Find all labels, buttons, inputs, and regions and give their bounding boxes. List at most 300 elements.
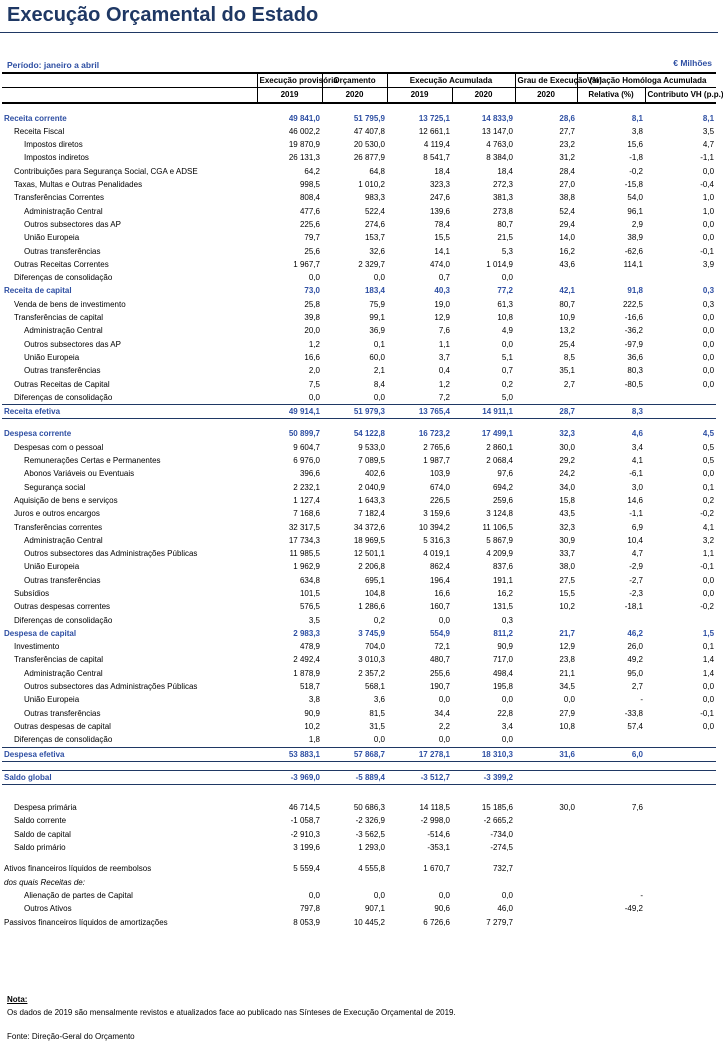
row-value: 38,0 — [559, 562, 575, 572]
table-row — [2, 454, 716, 467]
table-row — [2, 165, 716, 178]
row-value: 80,3 — [627, 366, 643, 376]
row-value: 1,4 — [702, 668, 715, 678]
row-value: -36,2 — [624, 326, 643, 336]
row-value: 13 725,1 — [418, 113, 450, 123]
table-row — [2, 298, 716, 311]
row-label: Aquisição de bens e serviços — [14, 495, 118, 505]
row-value: 1 967,7 — [293, 259, 320, 269]
row-value: 27,9 — [559, 708, 575, 718]
row-value: 8,1 — [631, 113, 643, 123]
row-label: União Europeia — [24, 695, 80, 705]
table-row — [2, 627, 716, 640]
row-value: 0,0 — [702, 469, 715, 479]
table-row — [2, 507, 716, 520]
spacer-cell — [257, 103, 322, 112]
spacer-cell — [515, 854, 577, 862]
row-value — [645, 391, 716, 405]
row-value: 634,8 — [299, 575, 320, 585]
row-value: 49,2 — [627, 655, 643, 665]
row-value: 21,1 — [559, 668, 575, 678]
row-value: 8 384,0 — [486, 153, 513, 163]
row-value: 272,3 — [492, 180, 513, 190]
row-value: 518,7 — [299, 682, 320, 692]
row-value: 0,0 — [373, 890, 385, 900]
row-label: Administração Central — [24, 668, 103, 678]
row-value: 3,4 — [631, 442, 643, 452]
row-value: 0,0 — [702, 721, 715, 731]
row-label: Impostos diretos — [24, 140, 83, 150]
row-value: 15,5 — [559, 588, 575, 598]
row-value: 38,8 — [559, 193, 575, 203]
row-value: 8 541,7 — [423, 153, 450, 163]
spacer-cell — [322, 793, 387, 801]
row-value: 0,1 — [702, 482, 715, 492]
row-label: Outras transferências — [24, 366, 101, 376]
row-value: 808,4 — [299, 193, 320, 203]
row-value: 3,4 — [501, 721, 513, 731]
spacer-cell — [452, 103, 515, 112]
row-label: Saldo primário — [14, 843, 66, 853]
row-value: 0,0 — [438, 615, 450, 625]
row-value — [645, 614, 716, 627]
row-value: -15,8 — [624, 180, 643, 190]
table-row — [2, 467, 716, 480]
note-text: Os dados de 2019 são mensalmente revistos e atualizados face ao publicado nas Sínteses de Execução Orçamental de 2019. — [7, 1008, 456, 1017]
header-year: 2019 — [257, 88, 322, 103]
row-value: 6 726,6 — [423, 917, 450, 927]
source-text: Fonte: Direção-Geral do Orçamento — [7, 1032, 135, 1041]
row-value: 72,1 — [434, 642, 450, 652]
row-value: 12 661,1 — [418, 126, 450, 136]
row-value: 522,4 — [364, 206, 385, 216]
row-value — [452, 876, 515, 889]
row-value: 478,9 — [299, 642, 320, 652]
table-row — [2, 284, 716, 297]
row-value: 2,7 — [631, 682, 643, 692]
row-value: 20 530,0 — [353, 140, 385, 150]
row-value — [515, 916, 577, 929]
row-value: 7,2 — [438, 392, 450, 402]
row-label: Taxas, Multas e Outras Penalidades — [14, 180, 143, 190]
row-value: 4,6 — [631, 429, 643, 439]
row-value: -2 910,3 — [290, 829, 320, 839]
row-value: 1,8 — [308, 735, 320, 745]
row-value — [645, 801, 716, 814]
row-value: 5 559,4 — [293, 864, 320, 874]
row-value: 4,1 — [631, 456, 643, 466]
row-value: 396,6 — [299, 469, 320, 479]
spacer-cell — [645, 103, 716, 112]
row-value: 50 899,7 — [288, 429, 320, 439]
row-value: 7 279,7 — [486, 917, 513, 927]
row-value — [577, 391, 645, 405]
row-value: 28,4 — [559, 166, 575, 176]
row-label: Outras transferências — [24, 708, 101, 718]
row-value: -734,0 — [490, 829, 513, 839]
row-value: 13 147,0 — [481, 126, 513, 136]
row-value: 0,7 — [438, 273, 450, 283]
row-value: 1,0 — [702, 193, 715, 203]
row-value: 77,2 — [497, 286, 513, 296]
row-value: 16,6 — [434, 588, 450, 598]
row-value: 196,4 — [429, 575, 450, 585]
row-value: 9 604,7 — [293, 442, 320, 452]
row-label: Outros Ativos — [24, 904, 72, 914]
row-value: 99,1 — [369, 313, 385, 323]
row-label: Despesa corrente — [4, 429, 72, 439]
row-value: 3,7 — [438, 352, 450, 362]
row-value: -0,2 — [700, 602, 715, 612]
row-label: Diferenças de consolidação — [14, 615, 113, 625]
row-label: Abonos Variáveis ou Eventuais — [24, 469, 135, 479]
row-value: 0,0 — [702, 166, 715, 176]
row-value: 12 501,1 — [353, 549, 385, 559]
row-value: 101,5 — [299, 588, 320, 598]
row-value: 33,7 — [559, 549, 575, 559]
row-value: 674,0 — [429, 482, 450, 492]
row-value — [645, 876, 716, 889]
row-value: 4 019,1 — [423, 549, 450, 559]
row-value: 4,7 — [631, 549, 643, 559]
row-value: 1,2 — [308, 339, 320, 349]
table-row — [2, 427, 716, 440]
row-value: 381,3 — [492, 193, 513, 203]
row-value: 2 357,2 — [358, 668, 385, 678]
row-value: 139,6 — [429, 206, 450, 216]
row-value: 57,4 — [627, 721, 643, 731]
row-value: 0,2 — [373, 615, 385, 625]
row-label: Segurança social — [24, 482, 86, 492]
row-value: 998,5 — [299, 180, 320, 190]
row-value: 4,5 — [702, 429, 715, 439]
row-value: 8,3 — [577, 405, 645, 419]
row-value: 29,4 — [559, 219, 575, 229]
row-value: 28,7 — [515, 405, 577, 419]
row-value — [645, 814, 716, 827]
row-value: 1 643,3 — [358, 495, 385, 505]
row-value: -62,6 — [624, 246, 643, 256]
table-row — [2, 720, 716, 733]
row-value: 17 278,1 — [387, 747, 452, 761]
row-value: 19 870,9 — [288, 140, 320, 150]
row-value: 907,1 — [364, 904, 385, 914]
row-value: 8,5 — [563, 352, 575, 362]
row-label: Outras Receitas de Capital — [14, 379, 110, 389]
row-value: 0,0 — [702, 366, 715, 376]
table-row — [2, 653, 716, 666]
row-value — [515, 902, 577, 915]
row-value — [515, 862, 577, 875]
row-value: 25,6 — [304, 246, 320, 256]
row-value: 49 914,1 — [257, 405, 322, 419]
row-value: 53 883,1 — [257, 747, 322, 761]
table-row — [2, 245, 716, 258]
table-row — [2, 338, 716, 351]
row-value: 12,9 — [434, 313, 450, 323]
row-value: -2 326,9 — [355, 816, 385, 826]
row-value — [645, 747, 716, 761]
row-value: 91,8 — [627, 286, 643, 296]
row-value: 60,0 — [369, 352, 385, 362]
row-value: 8,4 — [373, 379, 385, 389]
row-value — [577, 614, 645, 627]
row-value: 837,6 — [492, 562, 513, 572]
row-value: 90,6 — [434, 904, 450, 914]
table-row — [2, 707, 716, 720]
table-row — [2, 112, 716, 125]
row-value: 811,2 — [493, 628, 513, 638]
row-value: 30,0 — [559, 803, 575, 813]
spacer-cell — [2, 785, 257, 794]
row-value — [645, 889, 716, 902]
row-label: União Europeia — [24, 562, 80, 572]
row-value: 0,2 — [501, 379, 513, 389]
row-value: 0,3 — [702, 286, 715, 296]
row-label: Outros subsectores das AP — [24, 219, 121, 229]
row-value: 18,4 — [497, 166, 513, 176]
row-value: 5,1 — [501, 352, 513, 362]
row-label: União Europeia — [24, 233, 80, 243]
row-value: -3 399,2 — [452, 770, 515, 784]
row-value: 34,5 — [559, 682, 575, 692]
row-value: 0,0 — [702, 219, 715, 229]
spacer-cell — [452, 419, 515, 428]
table-row — [2, 902, 716, 915]
row-value — [515, 271, 577, 284]
row-value: 8,1 — [702, 113, 715, 123]
table-row — [2, 191, 716, 204]
row-value: 323,3 — [429, 180, 450, 190]
header-year: 2019 — [387, 88, 452, 103]
row-label: Outras despesas de capital — [14, 721, 111, 731]
table-row — [2, 441, 716, 454]
row-value: -2,9 — [629, 562, 643, 572]
row-value: 704,0 — [364, 642, 385, 652]
row-value: 190,7 — [429, 682, 450, 692]
table-row — [2, 747, 716, 761]
spacer-cell — [322, 854, 387, 862]
row-value: 274,6 — [364, 219, 385, 229]
spacer-cell — [2, 419, 257, 428]
row-value: 7 089,5 — [358, 456, 385, 466]
row-value: 46,2 — [627, 628, 643, 638]
row-value: 2,9 — [631, 219, 643, 229]
row-value: 2 492,4 — [293, 655, 320, 665]
row-value: 10 445,2 — [353, 917, 385, 927]
row-value: 554,9 — [429, 628, 450, 638]
row-value: 14 911,1 — [452, 405, 515, 419]
row-value: -1,1 — [700, 153, 715, 163]
row-value: 0,0 — [702, 233, 715, 243]
row-value: 15,5 — [434, 233, 450, 243]
row-value: 2,0 — [308, 366, 320, 376]
row-value: 0,0 — [702, 379, 715, 389]
row-value: 96,1 — [627, 206, 643, 216]
row-value: -3 512,7 — [387, 770, 452, 784]
row-value: 2 040,9 — [358, 482, 385, 492]
table-row — [2, 733, 716, 747]
row-value: 3,2 — [702, 535, 715, 545]
row-value: 12,9 — [559, 642, 575, 652]
row-value: 0,0 — [702, 575, 715, 585]
header-blank-2 — [2, 88, 257, 103]
row-value: 73,0 — [304, 286, 320, 296]
page-title: Execução Orçamental do Estado — [7, 4, 319, 26]
row-value — [645, 916, 716, 929]
row-value: 0,5 — [702, 442, 715, 452]
spacer-cell — [645, 761, 716, 770]
row-value: 2,7 — [563, 379, 575, 389]
row-value: 54 122,8 — [353, 429, 385, 439]
row-value: 4 555,8 — [358, 864, 385, 874]
row-value: 0,0 — [501, 890, 513, 900]
row-value: 226,5 — [429, 495, 450, 505]
spacer-cell — [645, 419, 716, 428]
row-value: -2,3 — [629, 588, 643, 598]
header-year: 2020 — [515, 88, 577, 103]
row-value — [577, 770, 645, 784]
row-value — [645, 271, 716, 284]
row-value: 1 127,4 — [293, 495, 320, 505]
row-label: Administração Central — [24, 535, 103, 545]
row-value: 2,2 — [438, 721, 450, 731]
table-row — [2, 178, 716, 191]
row-value: 10,8 — [497, 313, 513, 323]
row-value: 34 372,6 — [353, 522, 385, 532]
row-value: 983,3 — [364, 193, 385, 203]
row-value: -274,5 — [490, 843, 513, 853]
row-value: 36,6 — [627, 352, 643, 362]
row-value: 255,6 — [429, 668, 450, 678]
header-year: 2020 — [322, 88, 387, 103]
row-value: 3,5 — [308, 615, 320, 625]
row-value: 79,7 — [304, 233, 320, 243]
row-value: 273,8 — [492, 206, 513, 216]
table-row — [2, 667, 716, 680]
header-relativa: Relativa (%) — [577, 88, 645, 103]
row-value — [577, 916, 645, 929]
table-row — [2, 560, 716, 573]
row-label: Diferenças de consolidação — [14, 735, 113, 745]
row-value: 1 670,7 — [423, 864, 450, 874]
row-value — [645, 902, 716, 915]
table-row — [2, 151, 716, 164]
row-value — [577, 814, 645, 827]
row-value: 695,1 — [364, 575, 385, 585]
table-row — [2, 693, 716, 706]
row-value: 9 533,0 — [358, 442, 385, 452]
row-value: 19,0 — [434, 299, 450, 309]
spacer-cell — [577, 854, 645, 862]
row-value: 0,5 — [702, 456, 715, 466]
row-value: 0,0 — [373, 392, 385, 402]
row-label: Administração Central — [24, 206, 103, 216]
row-label: Diferenças de consolidação — [14, 273, 113, 283]
row-value: 0,0 — [308, 392, 320, 402]
row-value: 54,0 — [627, 193, 643, 203]
row-value: 23,8 — [559, 655, 575, 665]
row-value: 7,5 — [308, 379, 320, 389]
spacer-row — [2, 854, 716, 862]
row-value: 43,5 — [559, 509, 575, 519]
row-value: 35,1 — [559, 366, 575, 376]
table-row — [2, 547, 716, 560]
table-row — [2, 494, 716, 507]
row-value: 30,0 — [559, 442, 575, 452]
row-value: 10,9 — [559, 313, 575, 323]
row-value — [515, 770, 577, 784]
row-value: 43,6 — [559, 259, 575, 269]
header-vh: Variação Homóloga Acumulada — [577, 73, 716, 88]
table-row — [2, 801, 716, 814]
budget-table — [2, 72, 723, 929]
spacer-cell — [257, 761, 322, 770]
row-label: dos quais Receitas de: — [4, 877, 85, 887]
spacer-cell — [452, 793, 515, 801]
row-value: 3,8 — [308, 695, 320, 705]
row-value: 694,2 — [492, 482, 513, 492]
row-value: 10,4 — [627, 535, 643, 545]
row-value — [577, 733, 645, 747]
row-value: 2 232,1 — [293, 482, 320, 492]
spacer-cell — [387, 854, 452, 862]
row-value: 2 983,3 — [293, 628, 320, 638]
table-row — [2, 311, 716, 324]
table-row — [2, 828, 716, 841]
row-value: 0,0 — [438, 695, 450, 705]
row-value: 27,7 — [559, 126, 575, 136]
row-value: 78,4 — [434, 219, 450, 229]
row-value: 13,2 — [559, 326, 575, 336]
row-value: 104,8 — [364, 588, 385, 598]
table-row — [2, 351, 716, 364]
row-value: 2 329,7 — [358, 259, 385, 269]
row-value: 0,0 — [438, 735, 450, 745]
spacer-cell — [645, 793, 716, 801]
row-value: -0,1 — [700, 246, 715, 256]
row-value: -2,7 — [629, 575, 643, 585]
row-value: 14 118,5 — [419, 803, 450, 813]
row-value: 50 686,3 — [353, 803, 385, 813]
row-value: 46 002,2 — [288, 126, 320, 136]
table-row — [2, 587, 716, 600]
spacer-cell — [322, 103, 387, 112]
spacer-cell — [257, 854, 322, 862]
row-value: 13 765,4 — [387, 405, 452, 419]
spacer-cell — [515, 785, 577, 794]
spacer-cell — [2, 103, 257, 112]
row-value: 10 394,2 — [418, 522, 450, 532]
spacer-cell — [2, 793, 257, 801]
row-label: Juros e outros encargos — [14, 509, 100, 519]
row-label: Outros subsectores das Administrações Públicas — [24, 549, 198, 559]
row-value: 862,4 — [429, 562, 450, 572]
spacer-cell — [322, 419, 387, 428]
row-value: 6,9 — [631, 522, 643, 532]
row-label: Receita de capital — [4, 286, 72, 296]
row-value: 7,6 — [438, 326, 450, 336]
row-value: 1 878,9 — [293, 668, 320, 678]
row-value: -18,1 — [624, 602, 643, 612]
row-value: 1 014,9 — [486, 259, 513, 269]
header-contributo: Contributo VH (p.p.) — [645, 88, 716, 103]
row-label: Receita Fiscal — [14, 126, 65, 136]
table-body — [2, 103, 716, 929]
header-year: 2020 — [452, 88, 515, 103]
header-exec-prov: Execução provisória — [257, 73, 322, 88]
row-label: Ativos financeiros líquidos de reembolsos — [4, 864, 152, 874]
